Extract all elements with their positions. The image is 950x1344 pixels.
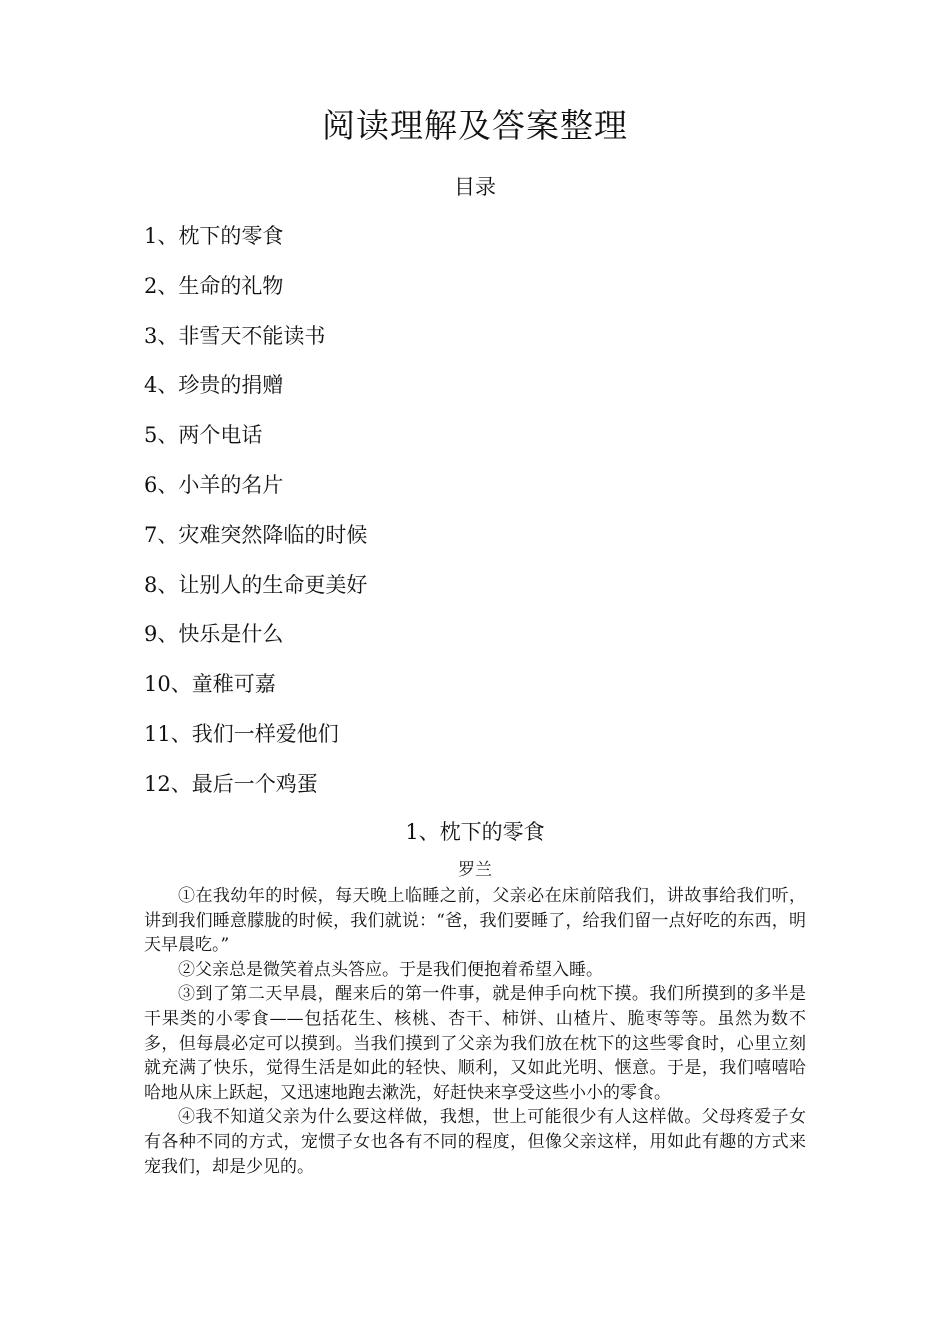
article-title: 1、枕下的零食	[405, 820, 545, 844]
article-body	[144, 884, 806, 1179]
toc-heading: 目录	[454, 175, 496, 199]
article-paragraph: ④我不知道父亲为什么要这样做，我想，世上可能很少有人这样做。父母疼爱子女有各种不同的方式，宠惯子女也各有不同的程度，但像父亲这样，用如此有趣的方式来宠我们，却是少见的。	[144, 1107, 806, 1177]
toc-item[interactable]: 8、让别人的生命更美好	[144, 572, 368, 597]
article-author: 罗兰	[458, 860, 492, 880]
toc-item[interactable]: 9、快乐是什么	[144, 622, 284, 647]
toc-item[interactable]: 7、灾难突然降临的时候	[144, 522, 368, 547]
toc-item[interactable]: 12、最后一个鸡蛋	[144, 771, 318, 796]
table-of-contents	[144, 220, 804, 818]
toc-item[interactable]: 5、两个电话	[144, 423, 263, 448]
toc-item[interactable]: 2、生命的礼物	[144, 273, 284, 298]
article-paragraph: ③到了第二天早晨，醒来后的第一件事，就是伸手向枕下摸。我们所摸到的多半是干果类的小零食——包括花生、核桃、杏干、柿饼、山楂片、脆枣等等。虽然为数不多，但每晨必定可以摸到。当我们摸到了父亲为我们放在枕下的这些零食时，心里立刻就充满了快乐，觉得生活是如此的轻快、顺利，又如此光明、惬意。于是，我们嘻嘻哈哈地从床上跃起，又迅速地跑去漱洗，好赶快来享受这些小小的零食。	[144, 984, 806, 1103]
article-paragraph: ①在我幼年的时候，每天晚上临睡之前，父亲必在床前陪我们，讲故事给我们听，讲到我们睡意朦胧的时候，我们就说：“爸，我们要睡了，给我们留一点好吃的东西，明天早晨吃。”	[144, 886, 806, 956]
toc-item[interactable]: 6、小羊的名片	[144, 472, 284, 497]
toc-item[interactable]: 1、枕下的零食	[144, 224, 284, 248]
toc-item[interactable]: 3、非雪天不能读书	[144, 323, 326, 348]
toc-item[interactable]: 10、童稚可嘉	[144, 672, 276, 697]
toc-item[interactable]: 11、我们一样爱他们	[144, 721, 339, 746]
toc-item[interactable]: 4、珍贵的捐赠	[144, 373, 284, 398]
document-title: 阅读理解及答案整理	[322, 106, 628, 145]
article-paragraph: ②父亲总是微笑着点头答应。于是我们便抱着希望入睡。	[178, 959, 603, 980]
